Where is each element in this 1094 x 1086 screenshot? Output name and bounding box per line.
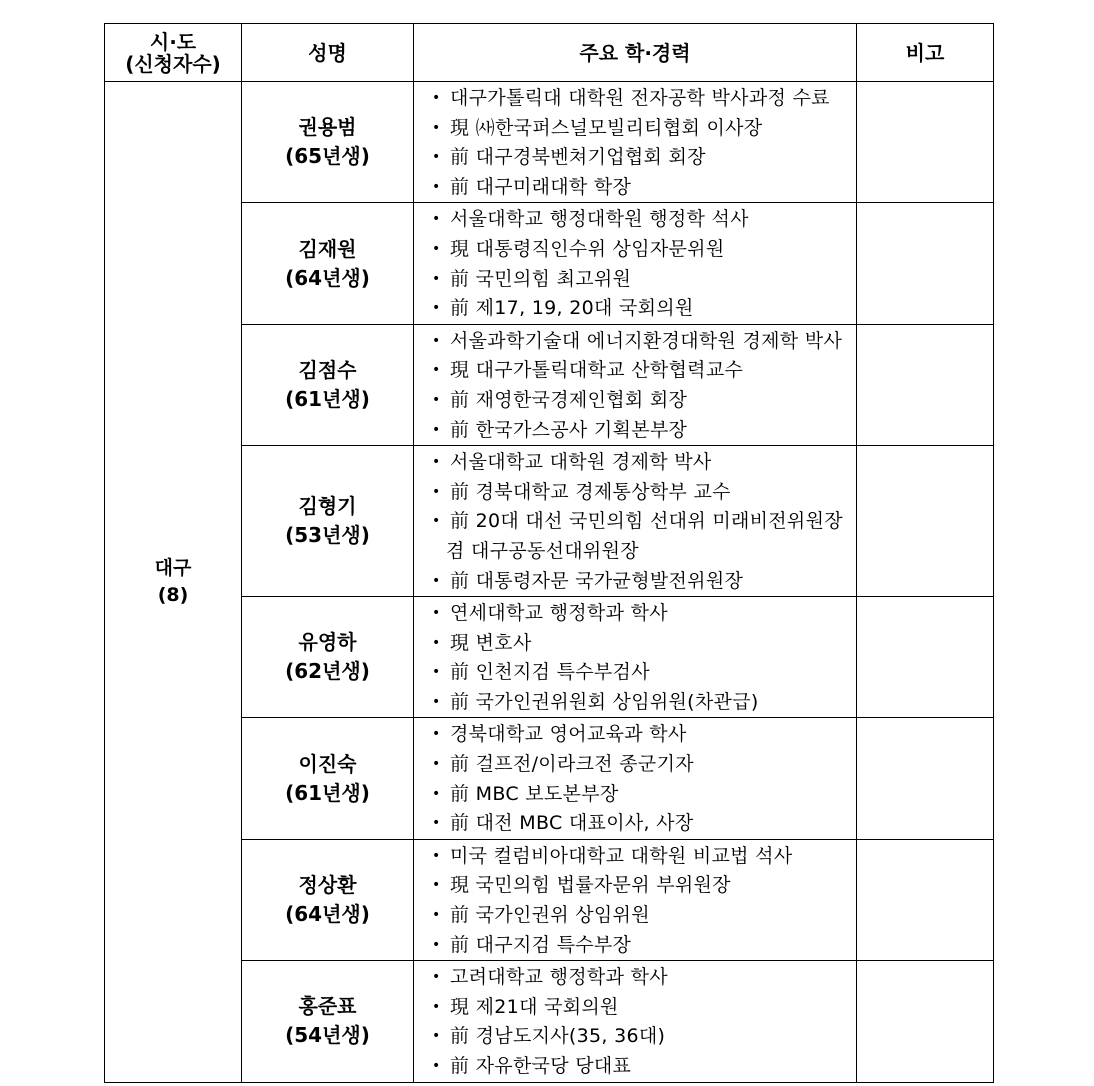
applicant-name: 정상환 <box>298 873 357 898</box>
applicant-birth: (65년생) <box>285 144 370 169</box>
header-career: 주요 학·경력 <box>414 24 857 82</box>
career-item: • 前 재영한국경제인협회 회장 <box>432 388 688 411</box>
career-item: • 前 인천지검 특수부검사 <box>432 661 650 684</box>
region-name: 대구 <box>154 557 192 580</box>
career-item: • 고려대학교 행정학과 학사 <box>432 966 668 989</box>
name-cell <box>242 961 414 1082</box>
note-cell <box>857 839 994 960</box>
career-item: • 前 국가인권위 상임위원 <box>432 904 650 927</box>
career-item: • 現 국민의힘 법률자문위 부위원장 <box>432 874 731 897</box>
name-cell <box>242 718 414 839</box>
name-cell <box>242 324 414 445</box>
header-row <box>105 24 994 82</box>
region-count: (8) <box>157 583 189 606</box>
career-item: • 前 걸프전/이라크전 종군기자 <box>432 753 694 776</box>
career-cell <box>414 597 857 718</box>
note-cell <box>857 82 994 203</box>
applicant-name: 권용범 <box>298 115 357 140</box>
career-item: • 前 경남도지사(35, 36대) <box>432 1025 666 1048</box>
note-cell <box>857 961 994 1082</box>
applicant-birth: (61년생) <box>285 386 370 411</box>
applicant-birth: (64년생) <box>285 902 370 927</box>
career-item: • 現 제21대 국회의원 <box>432 995 619 1018</box>
career-item: • 前 경북대학교 경제통상학부 교수 <box>432 480 731 503</box>
career-item: • 前 MBC 보도본부장 <box>432 782 619 805</box>
career-item: • 現 대통령직인수위 상임자문위원 <box>432 237 725 260</box>
career-cell <box>414 203 857 324</box>
career-item: • 연세대학교 행정학과 학사 <box>432 602 668 625</box>
name-cell <box>242 82 414 203</box>
career-continuation: 겸 대구공동선대위원장 <box>446 539 639 562</box>
region-cell <box>105 82 242 1083</box>
career-item: • 前 자유한국당 당대표 <box>432 1055 632 1077</box>
career-item: • 前 대통령자문 국가균형발전위원장 <box>432 569 744 592</box>
career-item: • 前 대구경북벤쳐기업협회 회장 <box>432 146 706 169</box>
career-item: • 前 국민의힘 최고위원 <box>432 267 632 290</box>
note-cell <box>857 718 994 839</box>
applicant-name: 김형기 <box>298 494 357 519</box>
name-cell <box>242 446 414 597</box>
career-item: • 前 20대 대선 국민의힘 선대위 미래비전위원장 <box>432 510 843 533</box>
applicant-name: 홍준표 <box>298 994 357 1019</box>
career-cell <box>414 839 857 960</box>
applicant-table <box>104 23 994 1083</box>
career-item: • 경북대학교 영어교육과 학사 <box>432 723 687 746</box>
applicant-name: 김재원 <box>298 236 357 261</box>
header-name: 성명 <box>242 24 414 82</box>
career-cell <box>414 82 857 203</box>
note-cell <box>857 324 994 445</box>
career-cell <box>414 718 857 839</box>
career-item: • 서울과학기술대 에너지환경대학원 경제학 박사 <box>432 329 843 352</box>
career-item: • 前 국가인권위원회 상임위원(차관급) <box>432 690 759 713</box>
career-cell <box>414 446 857 597</box>
name-cell <box>242 839 414 960</box>
career-cell <box>414 961 857 1082</box>
career-item: • 서울대학교 행정대학원 행정학 석사 <box>432 208 749 231</box>
applicant-birth: (53년생) <box>285 523 370 548</box>
career-item: • 現 대구가톨릭대학교 산학협력교수 <box>432 359 744 382</box>
career-item: • 前 제17, 19, 20대 국회의원 <box>432 297 694 320</box>
career-item: • 前 대구미래대학 학장 <box>432 175 632 198</box>
header-region-line1: 시·도 <box>149 29 197 54</box>
career-item: • 前 대구지검 특수부장 <box>432 933 632 956</box>
career-item: • 前 한국가스공사 기획본부장 <box>432 418 688 441</box>
applicant-name: 이진숙 <box>298 751 357 776</box>
applicant-birth: (61년생) <box>285 780 370 805</box>
career-cell <box>414 324 857 445</box>
career-item: • 미국 컬럼비아대학교 대학원 비교법 석사 <box>432 844 793 867</box>
name-cell <box>242 203 414 324</box>
applicant-birth: (54년생) <box>285 1023 370 1048</box>
note-cell <box>857 597 994 718</box>
applicant-name: 김점수 <box>298 357 357 382</box>
applicant-birth: (64년생) <box>285 265 370 290</box>
header-note: 비고 <box>857 24 994 82</box>
applicant-birth: (62년생) <box>285 659 370 684</box>
career-item: • 現 변호사 <box>432 631 532 654</box>
applicant-name: 유영하 <box>298 630 357 655</box>
career-item: • 現 ㈔한국퍼스널모빌리티협회 이사장 <box>432 116 763 139</box>
name-cell <box>242 597 414 718</box>
header-region <box>105 24 242 82</box>
career-item: • 서울대학교 대학원 경제학 박사 <box>432 451 712 474</box>
header-region-line2: (신청자수) <box>125 51 221 76</box>
table-row <box>105 82 994 203</box>
career-item: • 대구가톨릭대 대학원 전자공학 박사과정 수료 <box>432 87 830 109</box>
note-cell <box>857 203 994 324</box>
note-cell <box>857 446 994 597</box>
career-item: • 前 대전 MBC 대표이사, 사장 <box>432 812 694 835</box>
